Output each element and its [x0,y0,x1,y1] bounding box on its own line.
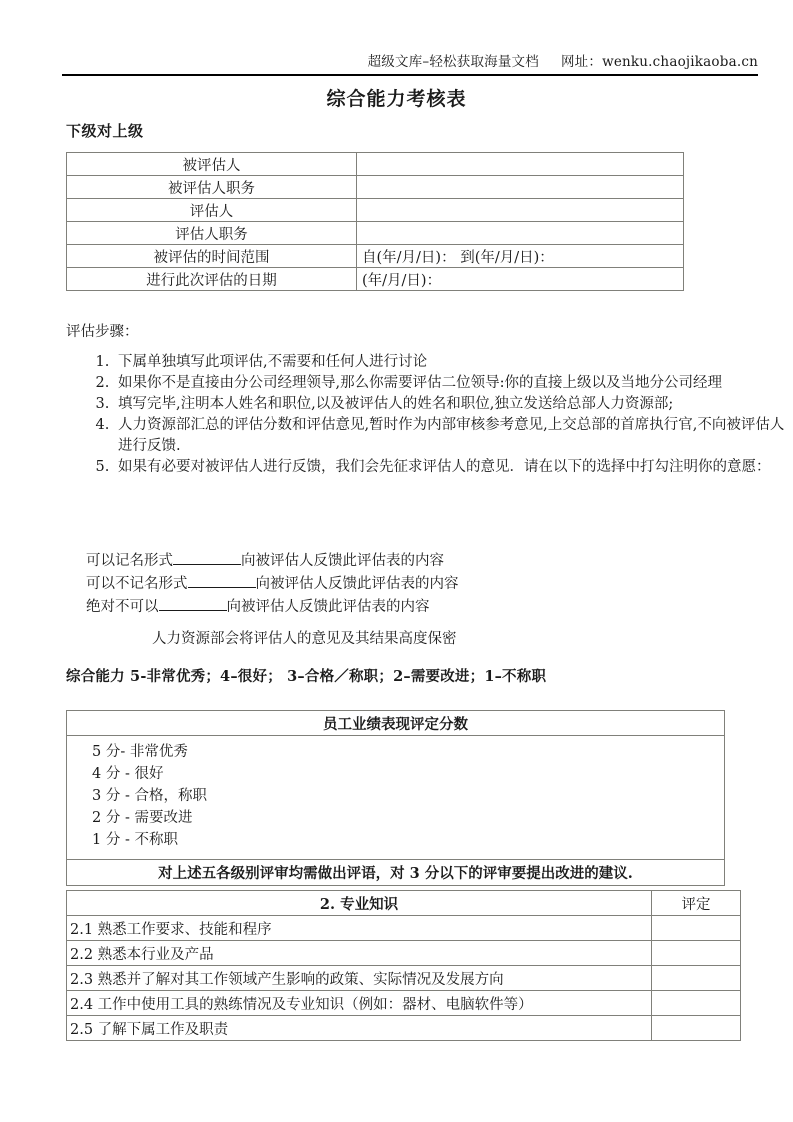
option-prefix: 可以不记名形式 [86,576,188,592]
header-site-name: 超级文库–轻松获取海量文档 [367,54,539,70]
knowledge-item: 2.1 熟悉工作要求、技能和程序 [67,916,652,941]
rating-input-cell[interactable] [652,1016,741,1041]
table-row [67,199,684,222]
list-item: 4 分 - 很好 [92,766,164,782]
info-value[interactable]: (年/月/日)： [357,268,684,291]
list-item: 3 分 - 合格，称职 [92,788,207,804]
list-item: 5. 如果有必要对被评估人进行反馈，我们会先征求评估人的意见．请在以下的选择中打勾注明你的意愿： [114,457,790,478]
info-label: 被评估人 [67,153,357,176]
knowledge-item: 2.4 工作中使用工具的熟练情况及专业知识（例如：器材、电脑软件等） [67,991,652,1016]
info-label: 被评估的时间范围 [67,245,357,268]
list-item: 2 分 - 需要改进 [92,810,193,826]
info-table-body [67,153,684,291]
info-value[interactable]: 自(年/月/日)： 到(年/月/日)： [357,245,684,268]
option-suffix: 向被评估人反馈此评估表的内容 [241,553,444,569]
info-label: 评估人 [67,199,357,222]
knowledge-item: 2.3 熟悉并了解对其工作领域产生影响的政策、实际情况及发展方向 [67,966,652,991]
header-url: wenku.chaojikaoba.cn [602,54,758,70]
option-blank-field[interactable] [173,550,241,565]
table-row [67,1016,741,1041]
table-row [67,916,741,941]
option-blank-field[interactable] [188,573,256,588]
table-row [67,245,684,268]
info-label: 评估人职务 [67,222,357,245]
option-prefix: 可以记名形式 [86,553,173,569]
evaluatee-info-table [66,152,684,291]
info-value[interactable] [357,199,684,222]
page-title: 综合能力考核表 [326,88,467,110]
steps-list [66,352,790,478]
feedback-option-row [86,573,459,596]
info-value[interactable] [357,222,684,245]
confidentiality-note: 人力资源部会将评估人的意见及其结果高度保密 [152,631,457,647]
rating-scale-legend: 综合能力 5-非常优秀；4–很好； 3–合格／称职；2–需要改进；1–不称职 [66,668,547,685]
knowledge-table-body [67,891,741,1041]
knowledge-table-header: 2. 专业知识 [67,891,652,916]
feedback-option-row [86,596,459,619]
table-row [67,860,725,886]
table-row [67,222,684,245]
section-label: 下级对上级 [66,122,144,140]
header-url-label: 网址： [560,54,603,70]
list-item: 3. 填写完毕,注明本人姓名和职位,以及被评估人的姓名和职位,独立发送给总部人力资源部; [114,394,790,415]
knowledge-item: 2.2 熟悉本行业及产品 [67,941,652,966]
knowledge-item: 2.5 了解下属工作及职责 [67,1016,652,1041]
list-item: 4. 人力资源部汇总的评估分数和评估意见,暂时作为内部审核参考意见,上交总部的首席执行官,不向被评估人进行反馈. [114,415,790,457]
option-prefix: 绝对不可以 [86,599,159,615]
score-definition-cell [67,736,725,860]
table-row [67,711,725,736]
info-value[interactable] [357,176,684,199]
score-table-footer-note: 对上述五各级别评审均需做出评语，对 3 分以下的评审要提出改进的建议. [67,860,725,886]
rating-input-cell[interactable] [652,941,741,966]
option-suffix: 向被评估人反馈此评估表的内容 [255,576,459,592]
table-row [67,176,684,199]
score-definition-table [66,710,725,886]
table-row [67,268,684,291]
list-item: 1 分 - 不称职 [92,832,178,848]
info-label: 进行此次评估的日期 [67,268,357,291]
list-item: 1. 下属单独填写此项评估,不需要和任何人进行讨论 [114,352,790,373]
feedback-option-row [86,550,459,573]
table-row [67,966,741,991]
score-table-header: 员工业绩表现评定分数 [67,711,725,736]
steps-intro: 评估步骤： [66,324,139,340]
score-table-body [67,711,725,886]
score-definition-list [67,741,724,851]
table-row [67,153,684,176]
info-label: 被评估人职务 [67,176,357,199]
feedback-options [86,550,459,619]
option-suffix: 向被评估人反馈此评估表的内容 [226,599,430,615]
rating-input-cell[interactable] [652,916,741,941]
table-row [67,891,741,916]
info-value[interactable] [357,153,684,176]
rating-input-cell[interactable] [652,966,741,991]
rating-column-header: 评定 [652,891,741,916]
header-divider [62,74,758,76]
option-blank-field[interactable] [159,596,227,611]
list-item: 5 分- 非常优秀 [92,744,188,760]
professional-knowledge-table [66,890,741,1041]
table-row [67,941,741,966]
list-item: 2. 如果你不是直接由分公司经理领导,那么你需要评估二位领导:你的直接上级以及当地分公司经理 [114,373,790,394]
running-header [62,50,758,70]
table-row [67,736,725,860]
rating-input-cell[interactable] [652,991,741,1016]
table-row [67,991,741,1016]
